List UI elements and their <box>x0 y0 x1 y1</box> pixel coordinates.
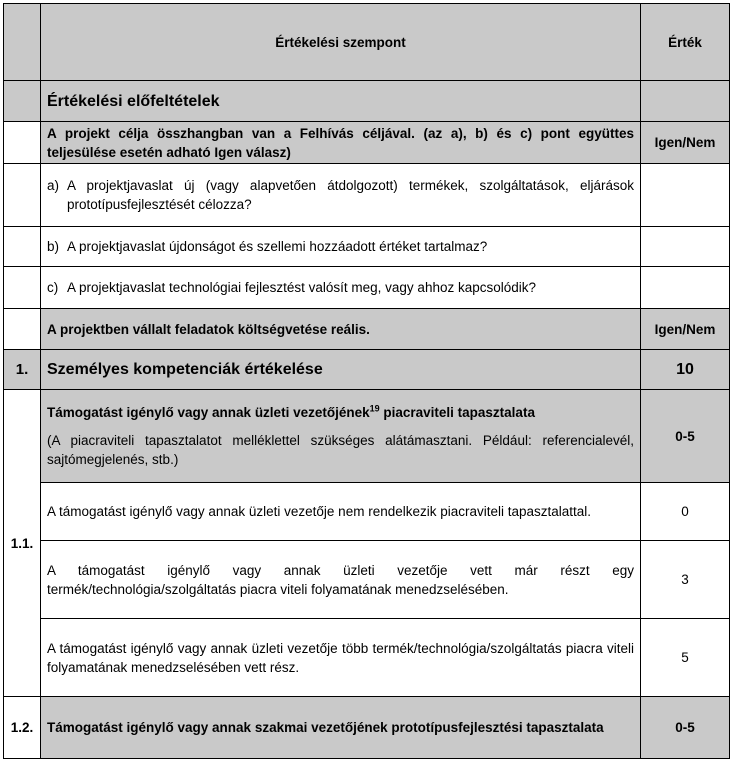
item-label: b) <box>47 239 60 254</box>
prereq-title: Értékelési előfeltételek <box>41 81 641 122</box>
subsection-1-1-title-a: Támogatást igénylő vagy annak üzleti vezetőjének <box>47 405 370 420</box>
subsection-1-1-note: (A piacraviteli tapasztalatot melléklettel szükséges alátámasztani. Például: referencialevél, sajtómegjelenés, stb.) <box>47 433 634 467</box>
option-text: A támogatást igénylő vagy annak üzleti vezetője vett már részt egy termék/technológia/szolgáltatás piacra viteli folyamatának menedzselésében. <box>41 541 641 619</box>
prereq-item-b <box>4 227 730 267</box>
item-label: a) <box>47 178 60 193</box>
subsection-1-2-row <box>4 697 730 759</box>
section-1-title: Személyes kompetenciák értékelése <box>41 350 641 390</box>
item-label: c) <box>47 280 59 295</box>
prereq-budget-row <box>4 309 730 350</box>
item-text: A projektjavaslat új (vagy alapvetően átdolgozott) termékek, szolgáltatások, eljárások prototípusfejlesztését célozza? <box>67 178 634 212</box>
option-value: 3 <box>641 541 730 619</box>
prereq-budget-text: A projektben vállalt feladatok költségvetése reális. <box>41 309 641 350</box>
subsection-1-1-num: 1.1. <box>4 390 41 697</box>
option-value: 5 <box>641 619 730 697</box>
prereq-budget-value: Igen/Nem <box>641 309 730 350</box>
option-row <box>4 483 730 541</box>
prereq-item-c <box>4 267 730 309</box>
subsection-1-2-num: 1.2. <box>4 697 41 759</box>
header-num-cell <box>4 4 41 81</box>
subsection-1-2-title: Támogatást igénylő vagy annak szakmai vezetőjének prototípusfejlesztési tapasztalata <box>41 697 641 759</box>
option-text: A támogatást igénylő vagy annak üzleti vezetője nem rendelkezik piacraviteli tapasztalattal. <box>41 483 641 541</box>
footnote-ref: 19 <box>369 403 380 414</box>
section-1-num: 1. <box>4 350 41 390</box>
prereq-goal-text: A projekt célja összhangban van a Felhívás céljával. (az a), b) és c) pont együttes teljesülése esetén adható Igen válasz) <box>41 122 641 164</box>
prereq-goal-value: Igen/Nem <box>641 122 730 164</box>
option-text: A támogatást igénylő vagy annak üzleti vezetője több termék/technológia/szolgáltatás piacra viteli folyamatának menedzselésében vett rész. <box>41 619 641 697</box>
prereq-goal-row <box>4 122 730 164</box>
option-row <box>4 619 730 697</box>
subsection-1-1-criterion <box>41 390 641 483</box>
header-criterion: Értékelési szempont <box>41 4 641 81</box>
subsection-1-1-value: 0-5 <box>641 390 730 483</box>
evaluation-table <box>3 3 730 759</box>
subsection-1-2-value: 0-5 <box>641 697 730 759</box>
prereq-title-row <box>4 81 730 122</box>
header-value: Érték <box>641 4 730 81</box>
prereq-item-a <box>4 164 730 227</box>
subsection-1-1-row <box>4 390 730 483</box>
item-text: A projektjavaslat újdonságot és szellemi hozzáadott értéket tartalmaz? <box>67 239 488 254</box>
option-value: 0 <box>641 483 730 541</box>
item-text: A projektjavaslat technológiai fejlesztést valósít meg, vagy ahhoz kapcsolódik? <box>67 280 537 295</box>
table-header-row <box>4 4 730 81</box>
section-1-value: 10 <box>641 350 730 390</box>
option-row <box>4 541 730 619</box>
section-1-row <box>4 350 730 390</box>
subsection-1-1-title-b: piacraviteli tapasztalata <box>379 405 535 420</box>
